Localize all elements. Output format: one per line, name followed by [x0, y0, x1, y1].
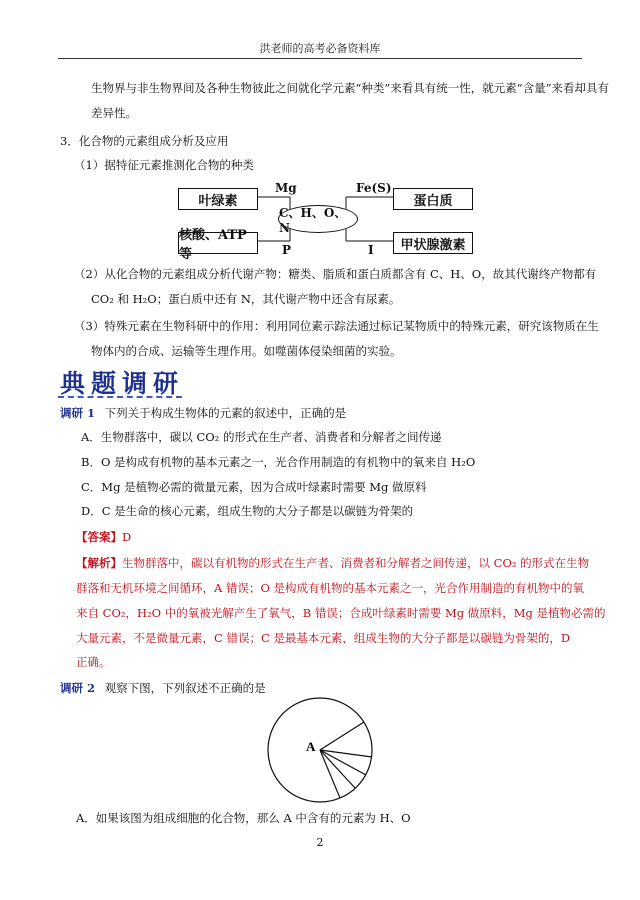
question-1-stem	[60, 401, 346, 425]
section-3-sub2-line-1: （2）从化合物的元素组成分析代谢产物：糖类、脂质和蛋白质都含有 C、H、O，故其代谢终产物都有	[74, 267, 597, 281]
question-2-pie-diagram	[265, 695, 375, 805]
pie-label-a: A	[306, 739, 316, 754]
section-3-sub3-line-2: 物体内的合成、运输等生理作用。如噬菌体侵染细菌的实验。	[91, 344, 402, 358]
analysis-text-1: 生物群落中，碳以有机物的形式在生产者、消费者和分解者之间传递，以 CO₂ 的形式在生物	[122, 556, 590, 570]
section-3-sub3-line-1: （3）特殊元素在生物科研中的作用：利用同位素示踪法通过标记某物质中的特殊元素，研究该物质在生	[74, 319, 599, 333]
box-nucleic-acid-atp: 核酸、ATP 等	[178, 232, 258, 254]
analysis-tag: 【解析】	[76, 556, 122, 570]
page-header: 洪老师的高考必备资料库	[259, 42, 381, 55]
question-2-text: 观察下图，下列叙述不正确的是	[104, 681, 266, 695]
question-1-analysis-line-3: 来自 CO₂，H₂O 中的氧被光解产生了氧气，B 错误；合成叶绿素时需要 Mg 做原料，Mg 是植物必需的	[76, 606, 606, 620]
question-1-text: 下列关于构成生物体的元素的叙述中，正确的是	[104, 406, 347, 420]
section-3-sub2-line-2: CO₂ 和 H₂O；蛋白质中还有 N，其代谢产物中还含有尿素。	[91, 292, 401, 306]
section-3-sub1: （1）据特征元素推测化合物的种类	[74, 158, 254, 172]
question-1-analysis-line-2: 群落和无机环境之间循环，A 错误；O 是构成有机物的基本元素之一，光合作用制造的有机物中的氧	[76, 581, 585, 595]
section-3-title: 3．化合物的元素组成分析及应用	[60, 134, 229, 148]
question-2-option-a: A．如果该图为组成细胞的化合物，那么 A 中含有的元素为 H、O	[76, 811, 411, 825]
box-thyroid-hormone: 甲状腺激素	[393, 232, 473, 254]
question-2-stem	[60, 676, 266, 700]
question-1-answer	[76, 525, 131, 549]
box-chlorophyll: 叶绿素	[178, 188, 258, 210]
question-1-analysis-line-5: 正确。	[76, 655, 111, 669]
intro-line-1: 生物界与非生物界间及各种生物彼此之间就化学元素“种类”来看具有统一性，就元素“含量”来看却具有	[91, 81, 610, 95]
banner-title: 典题调研	[60, 369, 185, 398]
answer-tag: 【答案】	[76, 530, 122, 544]
label-p: P	[282, 243, 292, 257]
label-i: I	[368, 243, 374, 257]
question-1-option-c: C．Mg 是植物必需的微量元素，因为合成叶绿素时需要 Mg 做原料	[81, 480, 427, 494]
label-fe-s: Fe(S)	[356, 181, 392, 195]
intro-line-2: 差异性。	[91, 106, 137, 120]
center-elements-ellipse: C、H、O、N	[278, 205, 358, 233]
question-1-analysis-line-4: 大量元素，不是微量元素，C 错误；C 是最基本元素，组成生物的大分子都是以碳链为骨架的，D	[76, 631, 571, 645]
label-mg: Mg	[275, 181, 297, 195]
question-1-analysis-line-1	[76, 551, 589, 575]
page-number: 2	[316, 836, 324, 849]
question-1-option-b: B．O 是构成有机物的基本元素之一，光合作用制造的有机物中的氧来自 H₂O	[81, 455, 476, 469]
answer-value: D	[122, 530, 132, 544]
question-1-option-d: D．C 是生命的核心元素，组成生物的大分子都是以碳链为骨架的	[81, 504, 414, 518]
box-protein: 蛋白质	[393, 188, 473, 210]
question-1-label: 调研 1	[60, 406, 96, 420]
question-2-label: 调研 2	[60, 681, 96, 695]
question-1-option-a: A．生物群落中，碳以 CO₂ 的形式在生产者、消费者和分解者之间传递	[81, 430, 442, 444]
